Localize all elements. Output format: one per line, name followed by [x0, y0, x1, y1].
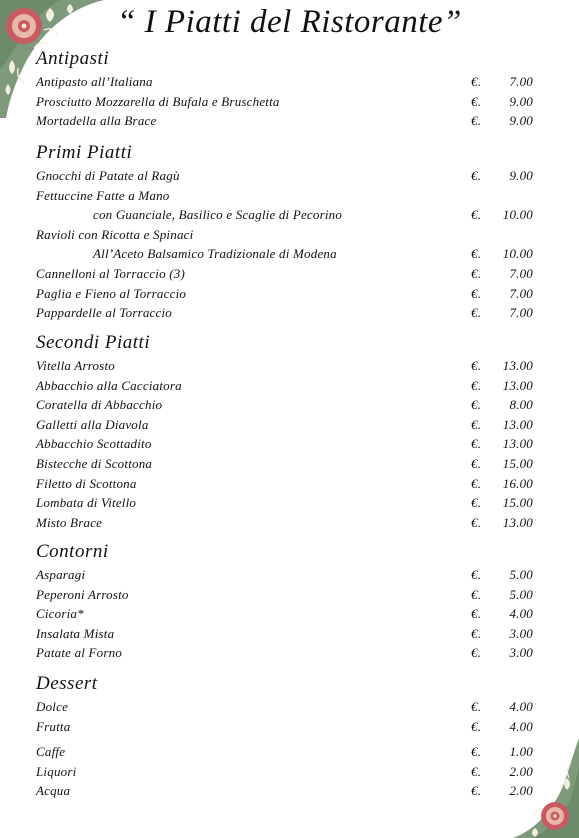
item-name: Bistecche di Scottona	[36, 455, 153, 471]
item-name: All’Aceto Balsamico Tradizionale di Modena	[93, 246, 337, 262]
item-price: 4.00	[509, 699, 533, 714]
item-currency: €.	[471, 113, 482, 129]
item-price: 2.00	[509, 783, 533, 799]
section-dessert	[36, 671, 541, 801]
item-currency: €.	[471, 74, 482, 89]
item-price: 10.00	[502, 246, 533, 262]
item-name: Galletti alla Diavola	[36, 416, 149, 432]
section-title: Antipasti	[36, 48, 110, 69]
item-currency: €.	[471, 207, 482, 223]
item-currency: €.	[471, 285, 482, 301]
item-price: 5.00	[509, 567, 533, 582]
menu-item	[36, 434, 541, 454]
item-name: Caffe	[36, 744, 66, 760]
menu-item	[36, 493, 541, 513]
item-currency: €.	[471, 699, 482, 714]
item-price: 13.00	[502, 436, 533, 452]
item-currency: €.	[471, 436, 482, 452]
menu-item	[36, 742, 541, 762]
item-currency: €.	[471, 606, 482, 622]
item-price: 15.00	[502, 495, 533, 511]
item-price: 9.00	[509, 113, 533, 129]
item-currency: €.	[471, 168, 482, 183]
item-price: 13.00	[502, 514, 533, 530]
menu-item	[36, 565, 541, 585]
item-currency: €.	[471, 305, 482, 321]
item-price: 10.00	[502, 207, 533, 223]
section-contorni	[36, 539, 541, 663]
item-currency: €.	[471, 586, 482, 602]
item-price: 1.00	[509, 744, 533, 760]
item-name: Abbacchio alla Cacciatora	[36, 377, 182, 393]
item-currency: €.	[471, 645, 482, 661]
item-price: 3.00	[509, 625, 533, 641]
item-currency: €.	[471, 783, 482, 799]
item-name: Patate al Forno	[36, 645, 123, 661]
item-currency: €.	[471, 416, 482, 432]
section-title: Dessert	[36, 673, 98, 694]
menu-item	[36, 264, 541, 284]
item-currency: €.	[471, 377, 482, 393]
item-currency: €.	[471, 625, 482, 641]
menu-title: “ I Piatti del Ristorante”	[117, 4, 462, 40]
item-currency: €.	[471, 475, 482, 491]
item-name: Lombata di Vitello	[36, 495, 137, 511]
section-antipasti	[36, 46, 541, 131]
item-price: 4.00	[509, 718, 533, 734]
menu-item	[36, 205, 541, 225]
item-name: Paglia e Fieno al Torraccio	[36, 285, 187, 301]
item-name: Cicoria*	[36, 606, 84, 622]
item-name: Filetto di Scottona	[36, 475, 137, 491]
section-title: Secondi Piatti	[36, 332, 151, 353]
menu-item	[36, 111, 541, 131]
item-price: 7.00	[509, 265, 533, 281]
item-name: Acqua	[36, 783, 71, 799]
menu-item	[36, 474, 541, 494]
item-currency: €.	[471, 567, 482, 582]
item-price: 13.00	[502, 377, 533, 393]
menu-item	[36, 717, 541, 737]
menu-item	[36, 284, 541, 304]
menu-item	[36, 92, 541, 112]
menu-item	[36, 225, 541, 245]
item-price: 9.00	[509, 93, 533, 109]
menu-item	[36, 186, 541, 206]
item-name: Antipasto all’Italiana	[36, 74, 153, 89]
item-currency: €.	[471, 246, 482, 262]
menu-item	[36, 604, 541, 624]
section-title: Contorni	[36, 541, 109, 562]
item-name: Ravioli con Ricotta e Spinaci	[36, 226, 194, 242]
item-price: 7.00	[509, 285, 533, 301]
menu-item	[36, 762, 541, 782]
item-name: Cannelloni al Torraccio (3)	[36, 265, 186, 281]
item-currency: €.	[471, 744, 482, 760]
section-primi-piatti	[36, 140, 541, 323]
item-currency: €.	[471, 93, 482, 109]
item-price: 15.00	[502, 455, 533, 471]
item-currency: €.	[471, 763, 482, 779]
item-name: Vitella Arrosto	[36, 358, 115, 373]
item-name: Dolce	[36, 699, 69, 714]
item-price: 7.00	[509, 74, 533, 89]
item-name: Gnocchi di Patate al Ragù	[36, 168, 180, 183]
item-price: 9.00	[509, 168, 533, 183]
item-price: 4.00	[509, 606, 533, 622]
menu-item	[36, 697, 541, 717]
section-secondi-piatti	[36, 330, 541, 532]
item-currency: €.	[471, 514, 482, 530]
item-name: Abbacchio Scottadito	[36, 436, 152, 452]
menu-item	[36, 585, 541, 605]
menu-item	[36, 244, 541, 264]
item-currency: €.	[471, 358, 482, 373]
menu-item	[36, 166, 541, 186]
menu-item	[36, 376, 541, 396]
item-currency: €.	[471, 718, 482, 734]
menu-item	[36, 72, 541, 92]
item-name: con Guanciale, Basilico e Scaglie di Pecorino	[93, 207, 343, 223]
menu-item	[36, 303, 541, 323]
item-currency: €.	[471, 265, 482, 281]
item-name: Frutta	[36, 718, 71, 734]
item-name: Fettuccine Fatte a Mano	[36, 187, 170, 203]
item-name: Misto Brace	[36, 514, 103, 530]
item-price: 5.00	[509, 586, 533, 602]
item-name: Pappardelle al Torraccio	[36, 305, 172, 321]
menu-item	[36, 356, 541, 376]
item-currency: €.	[471, 397, 482, 413]
item-name: Mortadella alla Brace	[36, 113, 157, 129]
menu-item	[36, 781, 541, 801]
menu-item	[36, 415, 541, 435]
menu-item	[36, 624, 541, 644]
item-name: Peperoni Arrosto	[36, 586, 129, 602]
item-name: Liquori	[36, 763, 77, 779]
item-price: 13.00	[502, 358, 533, 373]
item-currency: €.	[471, 495, 482, 511]
menu-item	[36, 513, 541, 533]
item-name: Insalata Mista	[36, 625, 115, 641]
item-name: Prosciutto Mozzarella di Bufala e Bruschetta	[36, 93, 280, 109]
item-currency: €.	[471, 455, 482, 471]
menu-item	[36, 395, 541, 415]
item-price: 8.00	[509, 397, 533, 413]
item-price: 2.00	[509, 763, 533, 779]
item-price: 3.00	[509, 645, 533, 661]
item-name: Coratella di Abbacchio	[36, 397, 163, 413]
menu-item	[36, 643, 541, 663]
menu-item	[36, 454, 541, 474]
item-price: 7.00	[509, 305, 533, 321]
item-price: 16.00	[502, 475, 533, 491]
item-name: Asparagi	[36, 567, 86, 582]
item-price: 13.00	[502, 416, 533, 432]
section-title: Primi Piatti	[36, 142, 133, 163]
